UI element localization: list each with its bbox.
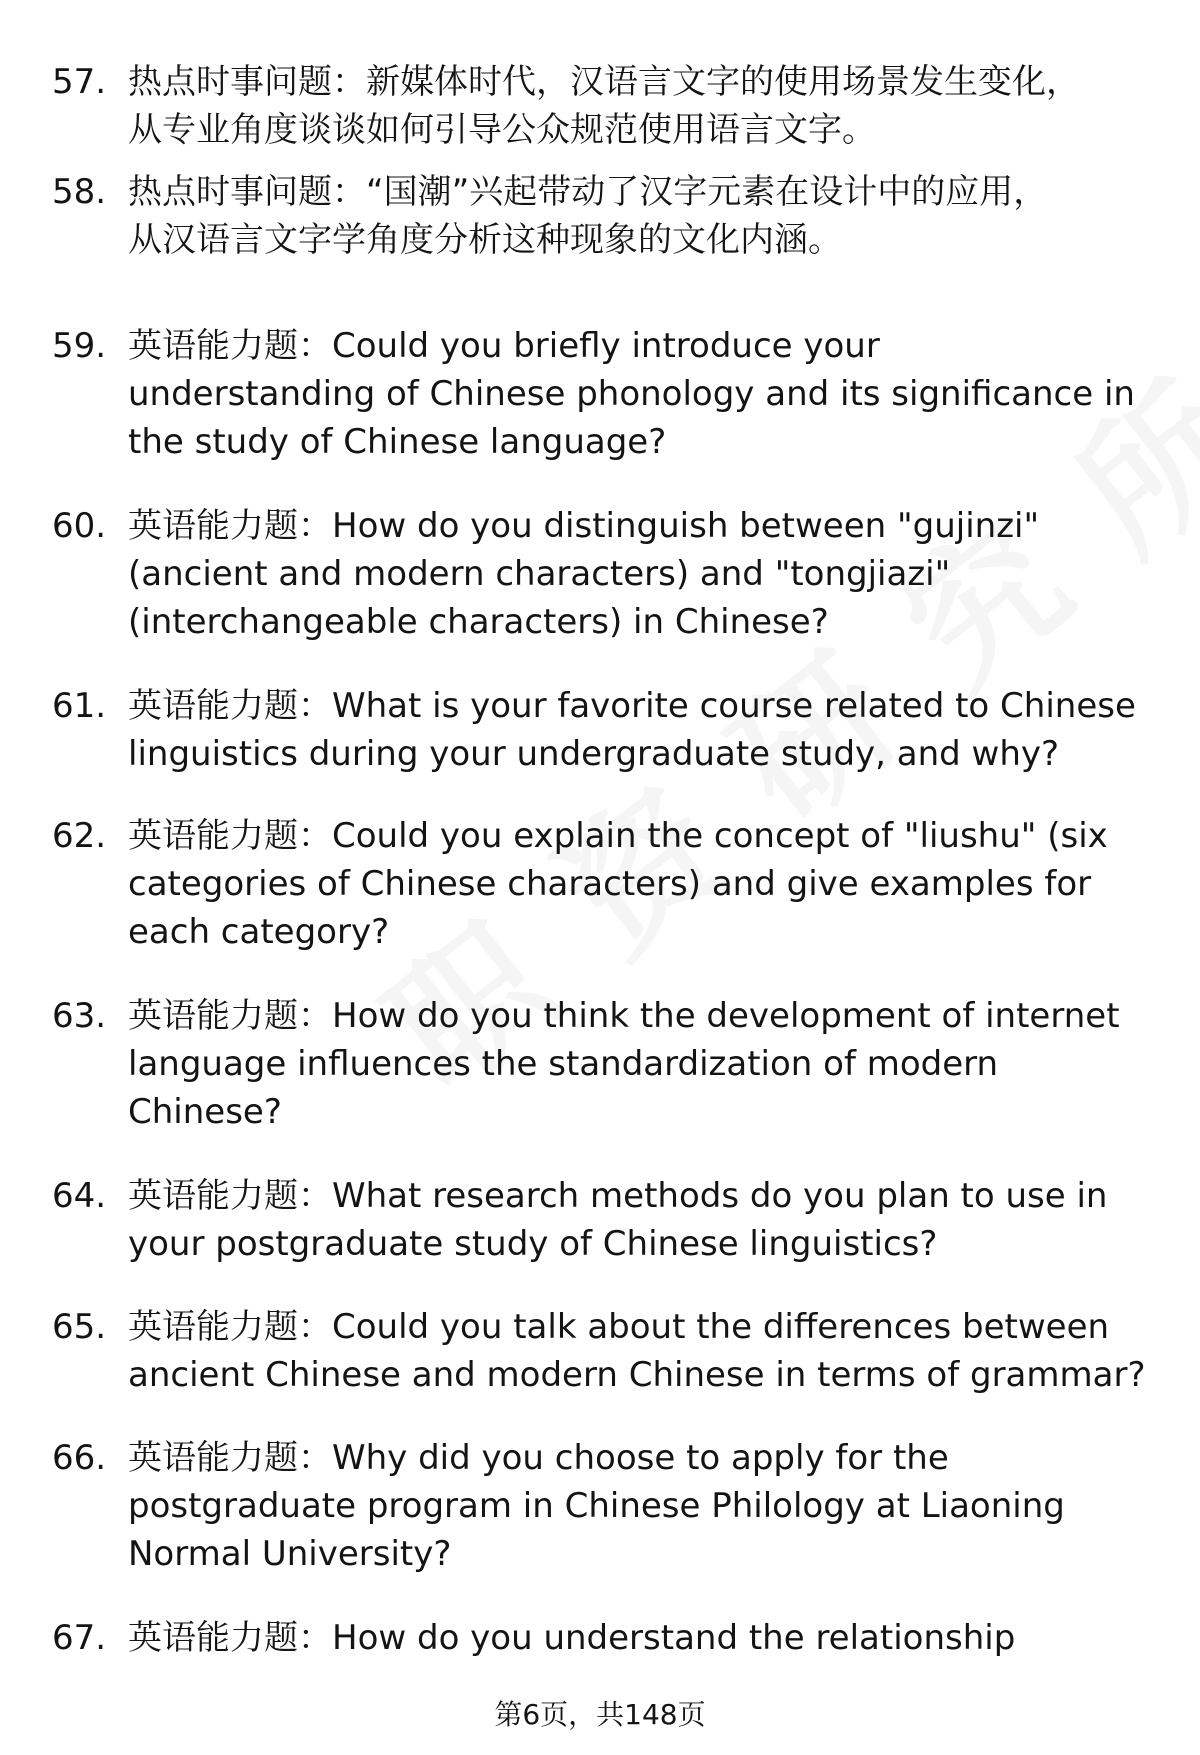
question-text: 英语能力题：Why did you choose to apply for the postgraduate program in Chinese Philology at Liaoning Normal University? xyxy=(128,1438,1065,1574)
question-number: 65. xyxy=(52,1307,107,1347)
question-text: 英语能力题：Could you talk about the differences between ancient Chinese and modern Chinese in terms of grammar? xyxy=(128,1307,1146,1395)
question-text: 英语能力题：How do you think the development of internet language influences the standardization of modern Chinese? xyxy=(128,996,1120,1132)
page-footer: 第6页，共148页 xyxy=(494,1698,706,1731)
question-number: 61. xyxy=(52,686,107,726)
question-number: 64. xyxy=(52,1176,107,1216)
question-number: 66. xyxy=(52,1438,107,1478)
question-number: 58. xyxy=(52,172,107,212)
question-number: 59. xyxy=(52,326,107,366)
question-number: 63. xyxy=(52,996,107,1036)
question-number: 62. xyxy=(52,816,107,856)
question-text: 英语能力题：Could you explain the concept of "liushu" (six categories of Chinese characters) and give examples for each category? xyxy=(128,816,1108,952)
question-number: 67. xyxy=(52,1618,107,1658)
question-text: 英语能力题：How do you distinguish between "gujinzi" (ancient and modern characters) and "tongjiazi" (interchangeable characters) in Chinese? xyxy=(128,506,1040,642)
question-text: 热点时事问题：新媒体时代，汉语言文字的使用场景发生变化， 从专业角度谈谈如何引导公众规范使用语言文字。 xyxy=(128,62,1080,150)
question-text: 热点时事问题：“国潮”兴起带动了汉字元素在设计中的应用， 从汉语言文字学角度分析这种现象的文化内涵。 xyxy=(128,172,1048,260)
question-text: 英语能力题：How do you understand the relationship xyxy=(128,1618,1016,1658)
question-number: 60. xyxy=(52,506,107,546)
question-number: 57. xyxy=(52,62,107,102)
question-text: 英语能力题：Could you briefly introduce your understanding of Chinese phonology and its significance in the study of Chinese language? xyxy=(128,326,1135,462)
question-text: 英语能力题：What is your favorite course related to Chinese linguistics during your undergraduate study, and why? xyxy=(128,686,1136,774)
question-text: 英语能力题：What research methods do you plan to use in your postgraduate study of Chinese linguistics? xyxy=(128,1176,1108,1264)
